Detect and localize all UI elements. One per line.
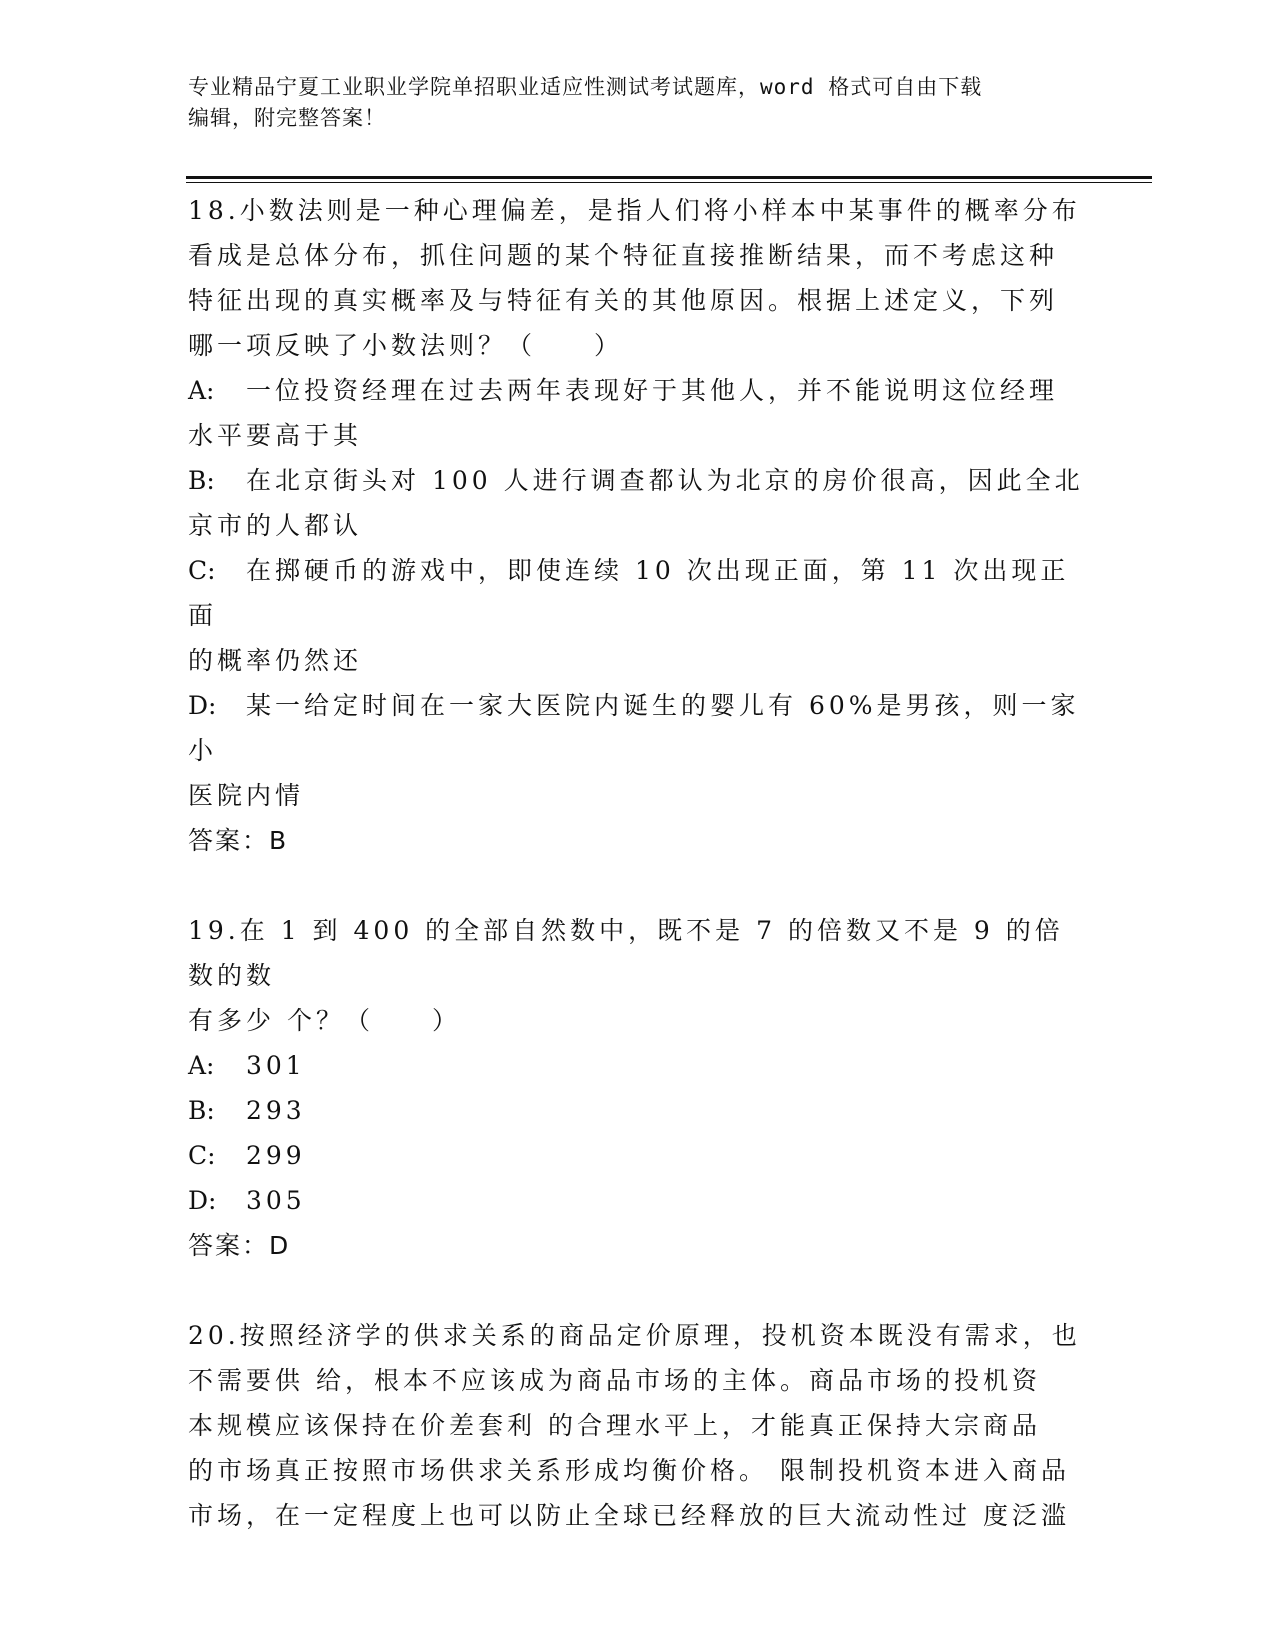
question-text-line: 的市场真正按照市场供求关系形成均衡价格。 限制投机资本进入商品 <box>188 1456 1070 1485</box>
option-key: C: <box>188 1141 216 1170</box>
option-key: A: <box>188 376 215 405</box>
option-key: D: <box>188 691 217 720</box>
answer-label: 答案：D <box>188 1231 291 1260</box>
option-text: 在掷硬币的游戏中，即使连续 10 次出现正面，第 11 次出现正面 <box>188 556 1070 630</box>
header-rule-thick <box>186 176 1152 179</box>
option-d <box>188 1178 1088 1223</box>
option-d-continued: 医院内情 <box>188 781 305 810</box>
option-key: C: <box>188 556 216 585</box>
option-a <box>188 1043 1088 1088</box>
question-text-line: 19.在 1 到 400 的全部自然数中，既不是 7 的倍数又不是 9 的倍数的数 <box>188 916 1064 990</box>
question-text-line: 不需要供 给，根本不应该成为商品市场的主体。商品市场的投机资 <box>188 1366 1041 1395</box>
option-c-continued: 的概率仍然还 <box>188 646 363 675</box>
option-text: 一位投资经理在过去两年表现好于其他人，并不能说明这位经理 <box>246 376 1059 405</box>
answer-label: 答案：B <box>188 826 289 855</box>
option-b <box>188 458 1088 503</box>
option-a-continued: 水平要高于其 <box>188 421 363 450</box>
option-text: 293 <box>246 1096 306 1125</box>
option-key: B: <box>188 466 215 495</box>
option-text: 305 <box>246 1186 306 1215</box>
question-20 <box>188 1313 1088 1538</box>
question-text-line: 20.按照经济学的供求关系的商品定价原理，投机资本既没有需求，也 <box>188 1321 1081 1350</box>
option-text: 299 <box>246 1141 306 1170</box>
question-text-line: 18.小数法则是一种心理偏差，是指人们将小样本中某事件的概率分布 <box>188 196 1081 225</box>
option-c <box>188 1133 1088 1178</box>
option-key: A: <box>188 1051 215 1080</box>
option-key: D: <box>188 1186 217 1215</box>
question-text-line: 本规模应该保持在价差套利 的合理水平上，才能真正保持大宗商品 <box>188 1411 1041 1440</box>
question-text-line: 特征出现的真实概率及与特征有关的其他原因。根据上述定义，下列 <box>188 286 1059 315</box>
header-line-2: 编辑，附完整答案！ <box>188 106 386 130</box>
option-b-continued: 京市的人都认 <box>188 511 363 540</box>
page-header <box>188 72 1068 134</box>
question-text-line: 看成是总体分布，抓住问题的某个特征直接推断结果，而不考虑这种 <box>188 241 1059 270</box>
option-text: 301 <box>246 1051 306 1080</box>
question-text-line: 有多少 个？（ ） <box>188 1006 461 1035</box>
header-line-1: 专业精品宁夏工业职业学院单招职业适应性测试考试题库，word 格式可自由下载 <box>188 75 983 99</box>
option-d <box>188 683 1088 773</box>
option-key: B: <box>188 1096 215 1125</box>
option-a <box>188 368 1088 413</box>
question-18 <box>188 188 1088 863</box>
header-rule-thin <box>186 182 1152 183</box>
spacer <box>188 863 1088 908</box>
document-body <box>188 188 1088 1538</box>
option-c <box>188 548 1088 638</box>
option-text: 某一给定时间在一家大医院内诞生的婴儿有 60%是男孩，则一家小 <box>188 691 1080 765</box>
spacer <box>188 1268 1088 1313</box>
question-text-line: 哪一项反映了小数法则？（ ） <box>188 331 624 360</box>
question-19 <box>188 908 1088 1268</box>
option-b <box>188 1088 1088 1133</box>
option-text: 在北京街头对 100 人进行调查都认为北京的房价很高，因此全北 <box>246 466 1084 495</box>
question-text-line: 市场，在一定程度上也可以防止全球已经释放的巨大流动性过 度泛滥 <box>188 1501 1070 1530</box>
